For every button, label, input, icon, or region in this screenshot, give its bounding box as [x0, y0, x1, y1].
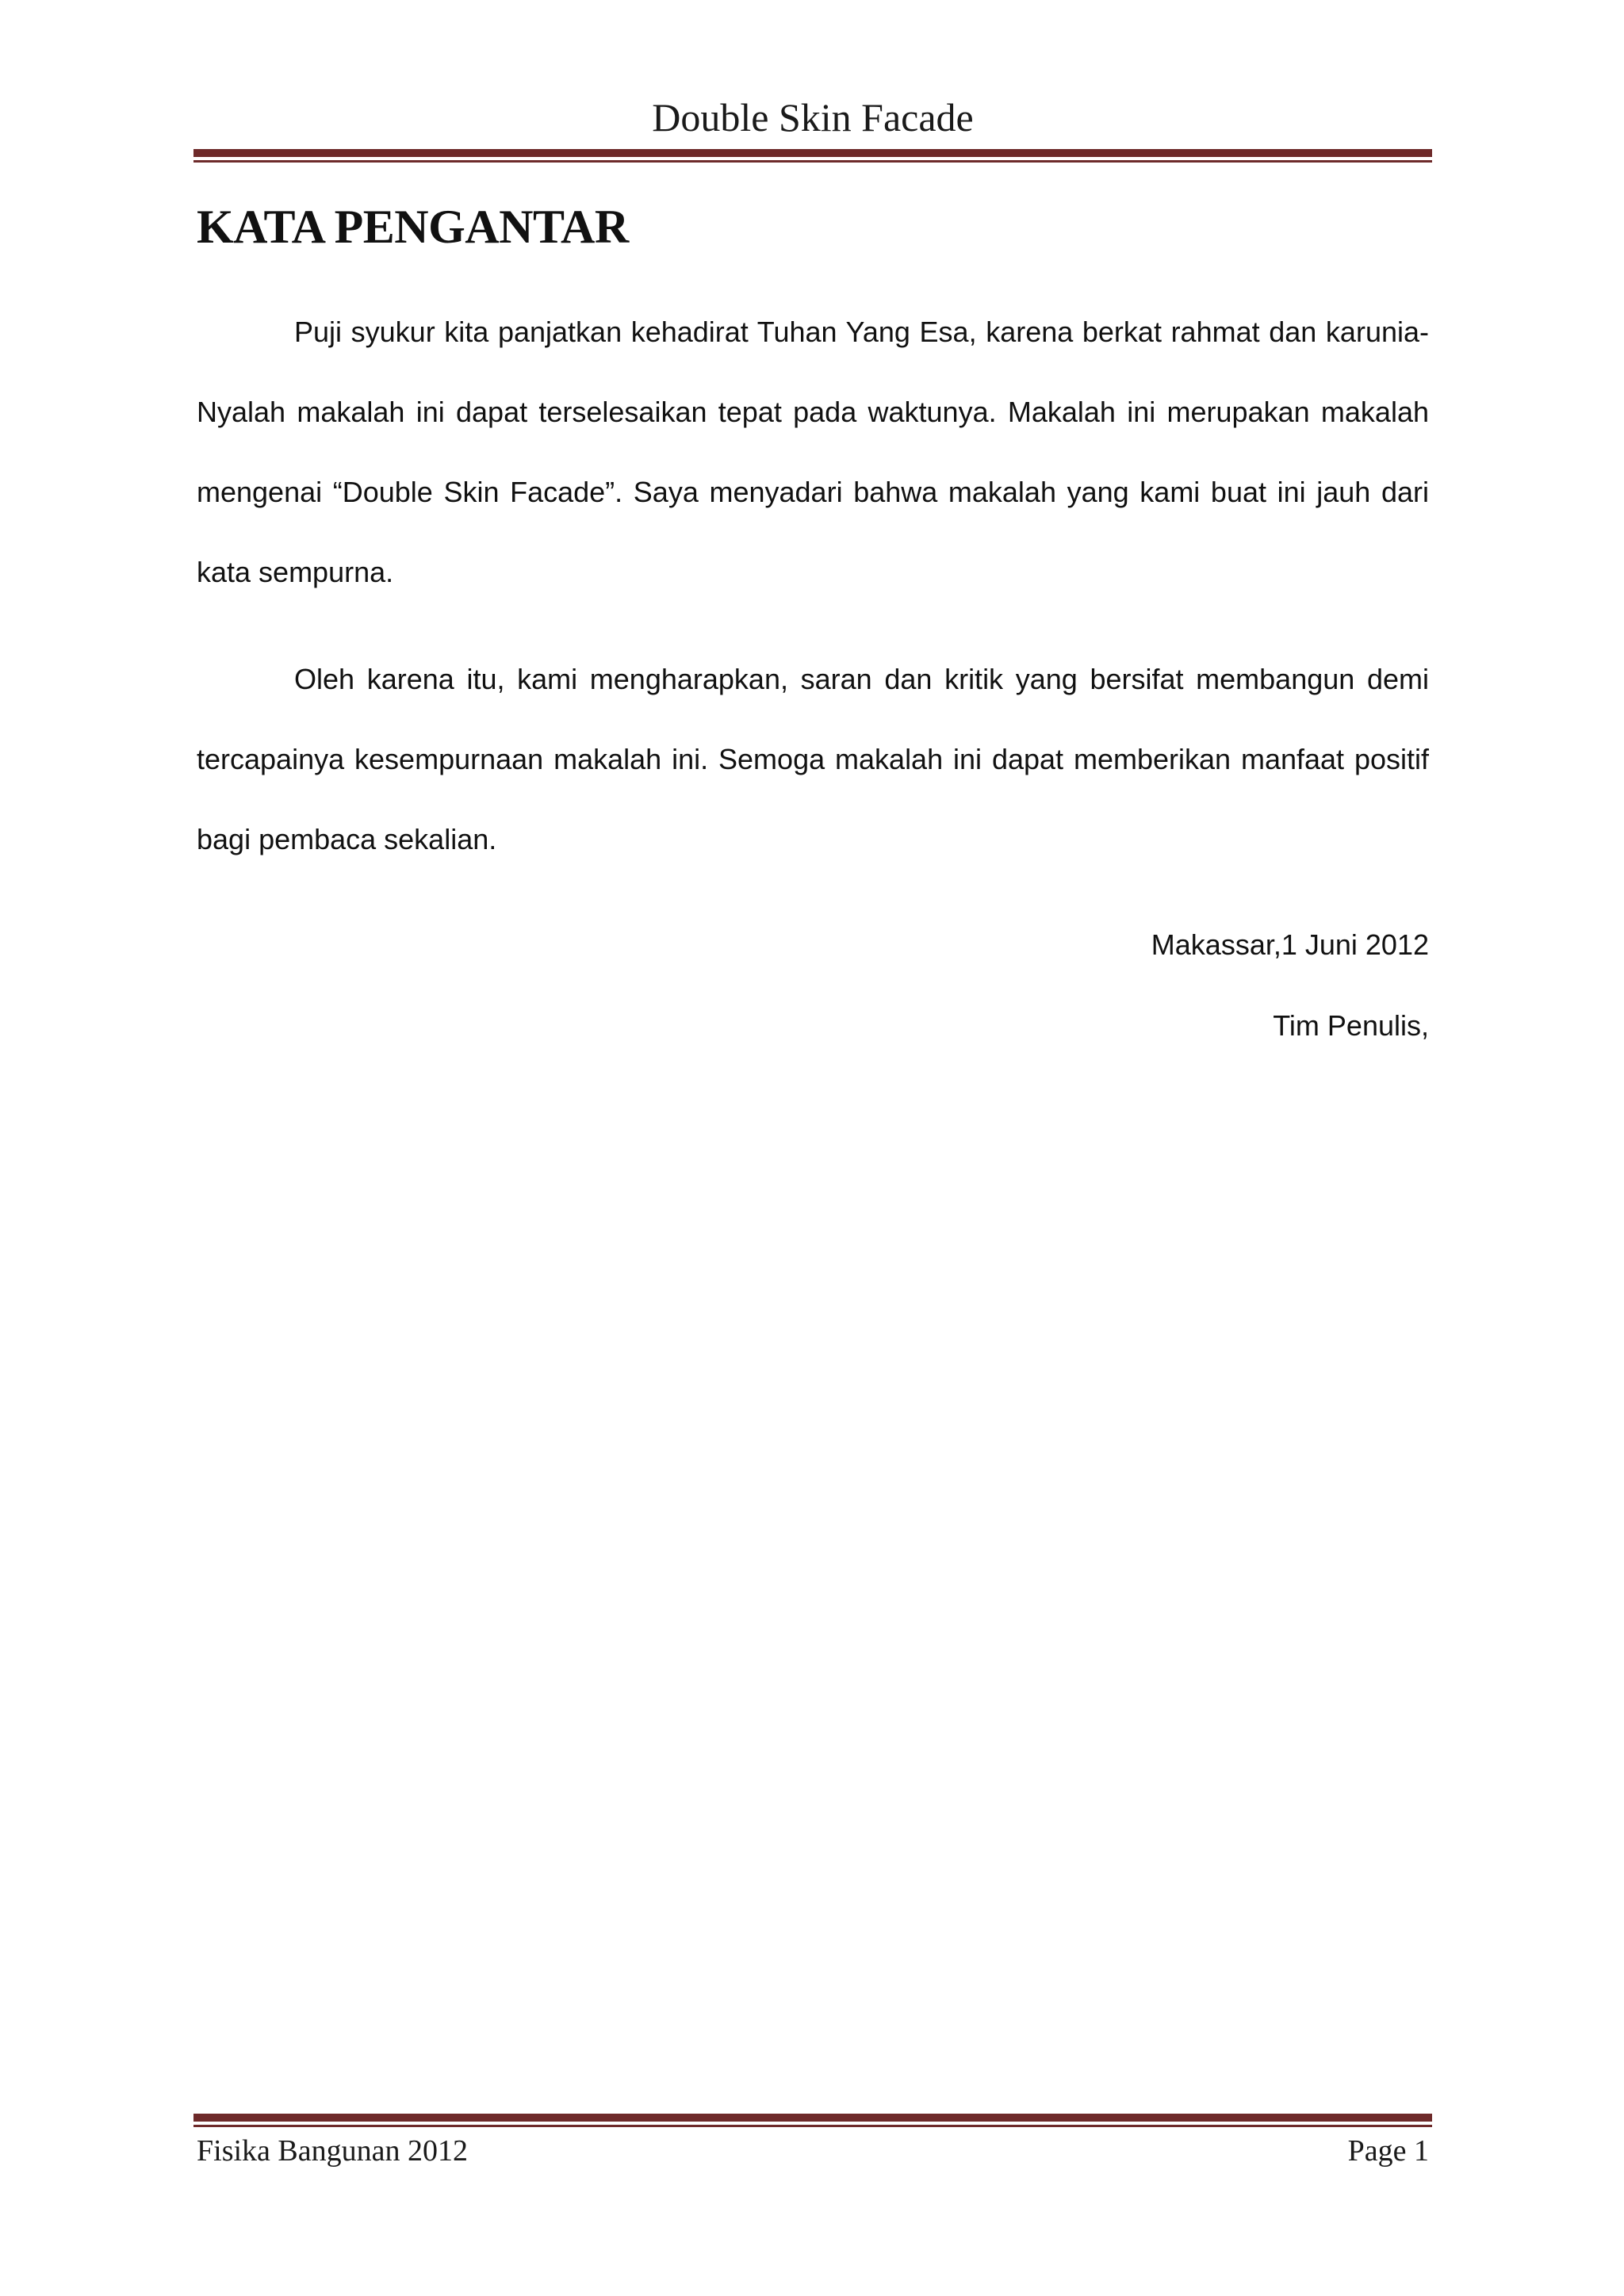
page-number: Page 1 — [1347, 2134, 1429, 2168]
running-footer-left: Fisika Bangunan 2012 — [197, 2134, 468, 2168]
footer-rule-thick — [193, 2114, 1432, 2122]
footer-rule-thin — [193, 2125, 1432, 2127]
signature-place-date: Makassar,1 Juni 2012 — [1151, 928, 1429, 961]
header-rule-thick — [193, 149, 1432, 157]
page-heading: KATA PENGANTAR — [197, 201, 629, 253]
running-header-title: Double Skin Facade — [652, 95, 974, 140]
header-rule — [193, 149, 1432, 163]
signature-author: Tim Penulis, — [1273, 1009, 1429, 1042]
footer-rule — [193, 2114, 1432, 2127]
body-paragraph-1: Puji syukur kita panjatkan kehadirat Tuhan Yang Esa, karena berkat rahmat dan karunia-Nyalah makalah ini dapat terselesaikan tepat pada waktunya. Makalah ini merupakan makalah mengenai “Double Skin Facade”. Saya menyadari bahwa makalah yang kami buat ini jauh dari kata sempurna. — [197, 316, 1429, 588]
body-paragraph-2: Oleh karena itu, kami mengharapkan, saran dan kritik yang bersifat membangun demi tercapainya kesempurnaan makalah ini. Semoga makalah ini dapat memberikan manfaat positif bagi pembaca sekalian. — [197, 663, 1429, 855]
header-rule-thin — [193, 160, 1432, 163]
